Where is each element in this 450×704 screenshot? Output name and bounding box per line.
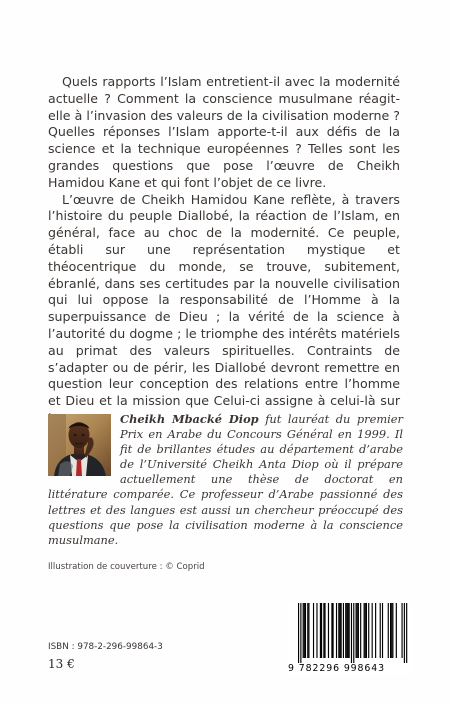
barcode-bar (347, 603, 348, 658)
isbn-barcode (288, 603, 412, 675)
barcode-bar (404, 603, 405, 663)
barcode-bar (307, 603, 308, 658)
barcode-bar (305, 603, 306, 658)
barcode-bar (349, 603, 350, 658)
barcode-bar (341, 603, 342, 658)
barcode-bar (331, 603, 332, 658)
barcode-bar (402, 603, 403, 658)
barcode-bar (343, 603, 344, 658)
author-bio-block (48, 412, 403, 548)
author-photo (48, 414, 111, 476)
barcode-bar (372, 603, 373, 658)
barcode-bar (300, 603, 301, 663)
barcode-bar (298, 603, 299, 663)
barcode-bar (353, 603, 354, 663)
barcode-bar (320, 603, 321, 658)
barcode-bar (360, 603, 361, 658)
barcode-bar (313, 603, 314, 658)
barcode-bar (357, 603, 358, 658)
barcode-bar (338, 603, 339, 658)
barcode-bar (358, 603, 359, 658)
barcode-bar (328, 603, 329, 658)
barcode-bar (345, 603, 346, 658)
barcode-bar (365, 603, 366, 658)
author-name: Cheikh Mbacké Diop (120, 412, 259, 426)
barcode-bar (396, 603, 397, 658)
barcode-bar (390, 603, 391, 658)
barcode-bar (368, 603, 369, 658)
barcode-bars (288, 603, 412, 663)
barcode-bar (388, 603, 389, 658)
barcode-bar (316, 603, 317, 658)
blurb-text (48, 74, 400, 427)
barcode-bar (323, 603, 324, 658)
blurb-paragraph-2: L’œuvre de Cheikh Hamidou Kane reflète, à travers l’histoire du peuple Diallobé, la réaction de l’Islam, en général, face au choc de la modernité. Ce peuple, établi sur une représentation mystique et théocentrique du monde, se trouve, subitement, ébranlé, dans ses certitudes par la nouvelle civilisation qui lui oppose la responsabilité de l’Homme à la superpuissance de Dieu ; la vérité de la science à l’autorité du dogme ; le triomphe des intérêts matériels au primat des valeurs spirituelles. Contraints de s’adapter ou de périr, les Diallobé devront remettre en question leur conception des relations entre l’homme et Dieu et la mission que Celui-ci assigne à celui-là sur (48, 191, 400, 409)
barcode-digits: 9 782296 998643 (288, 663, 386, 674)
barcode-bar (391, 603, 392, 658)
barcode-bar (406, 603, 407, 663)
barcode-bar (304, 603, 305, 658)
barcode-bar (336, 603, 337, 658)
author-portrait-image (48, 414, 111, 476)
barcode-bar (346, 603, 347, 658)
barcode-bar (303, 603, 304, 658)
barcode-bar (308, 603, 309, 658)
barcode-bar (333, 603, 334, 658)
barcode-bar (380, 603, 381, 658)
blurb-paragraph-1: Quels rapports l’Islam entretient-il avec la modernité actuelle ? Comment la conscience musulmane réagit-elle à l’invasion des valeurs de la civilisation moderne ? Quelles réponses l’Islam apporte-t-il aux défis de la science et la technique européennes ? Telles sont les grandes questions que pose l’œuvre de Cheikh Hamidou Kane et qui font l’objet de ce livre. (48, 74, 400, 190)
barcode-bar (375, 603, 376, 658)
barcode-bar (364, 603, 365, 658)
cover-illustration-credit: Illustration de couverture : © Coprid (48, 562, 205, 572)
barcode-bar (339, 603, 340, 658)
author-bio: fut lauréat du premier Prix en Arabe du Concours Général en 1999. Il fit de brillantes études au département d’arabe de l’Université Cheikh Anta Diop où il prépare actuellement une thèse de doctorat en littérature comparée. Ce professeur d’Arabe passionné des lettres et des langues est aussi un chercheur préoccupé des questions que pose la civilisation moderne à la conscience musulmane. (48, 412, 403, 547)
barcode-bar (382, 603, 383, 658)
barcode-bar (392, 603, 393, 658)
price-label: 13 € (48, 657, 75, 671)
barcode-bar (351, 603, 352, 663)
barcode-bar (356, 603, 357, 658)
barcode-bar (366, 603, 367, 658)
barcode-bar (324, 603, 325, 658)
isbn-label: ISBN : 978-2-296-99864-3 (48, 642, 163, 652)
barcode-bar (321, 603, 322, 658)
